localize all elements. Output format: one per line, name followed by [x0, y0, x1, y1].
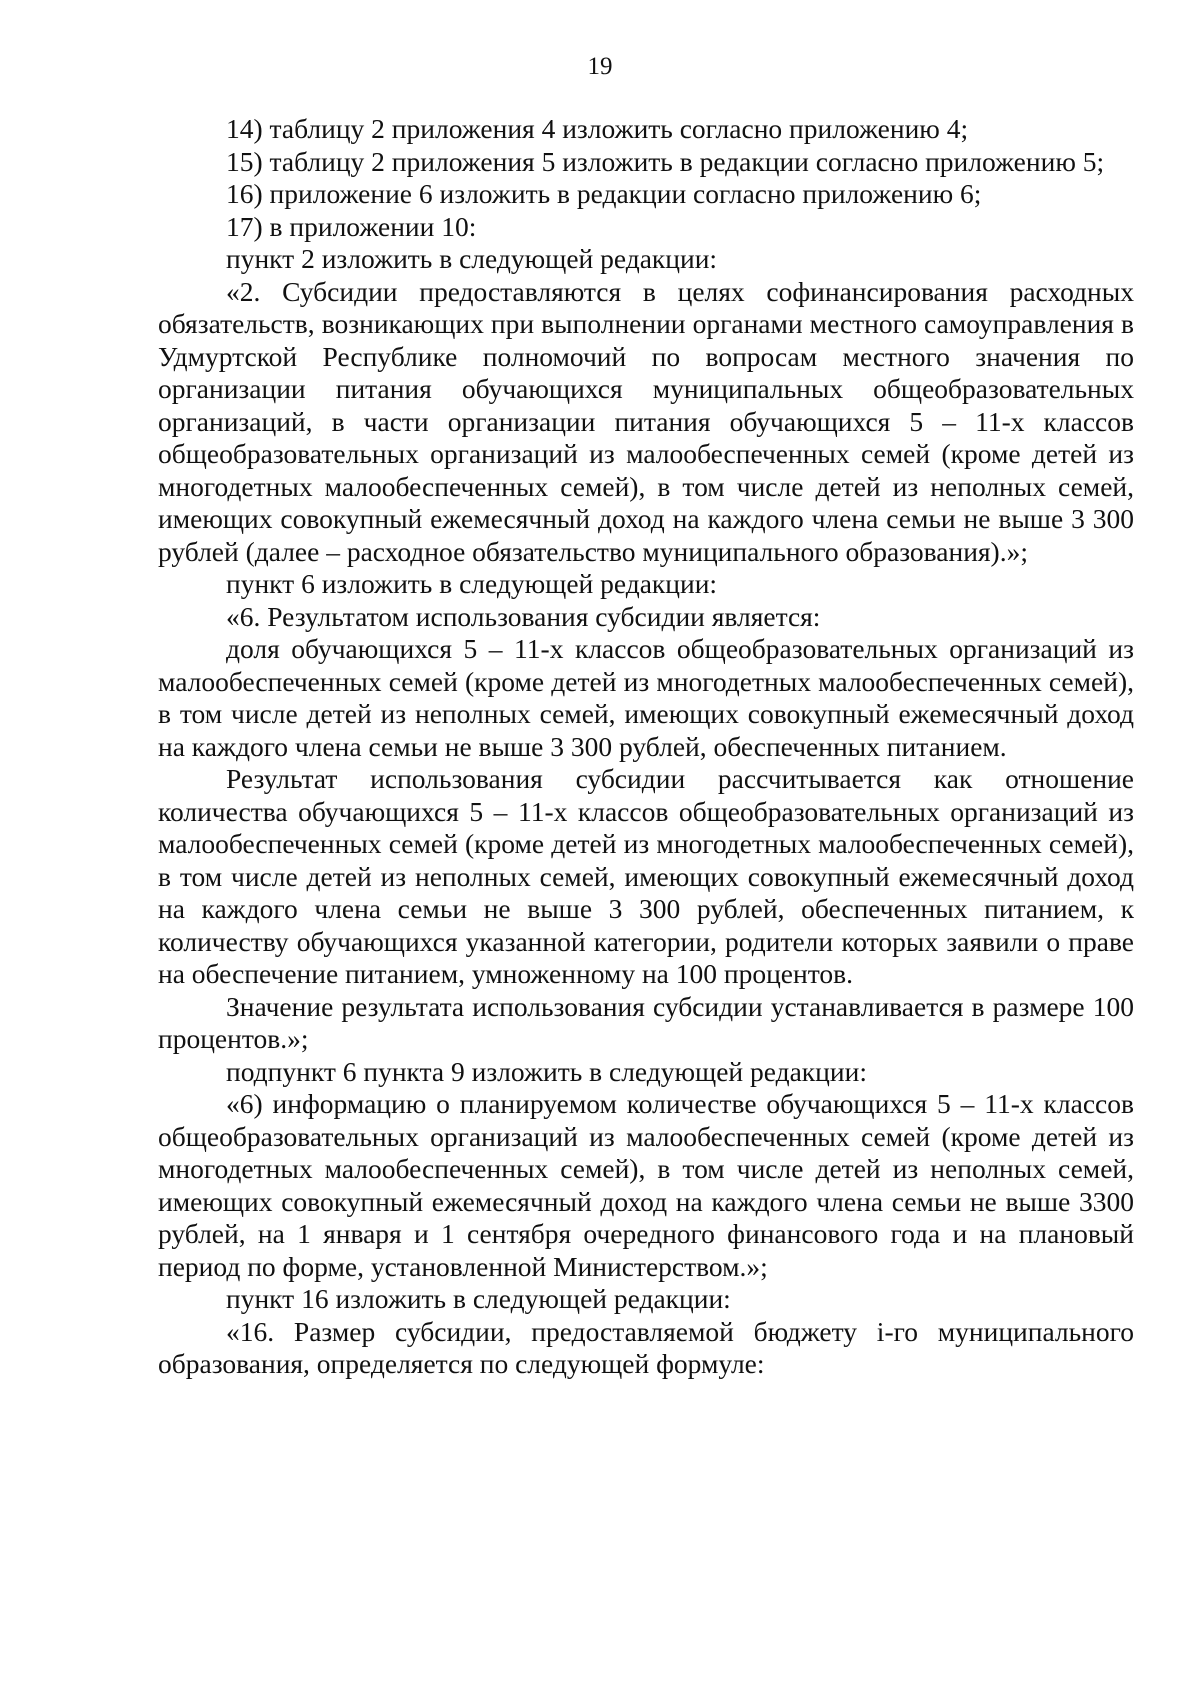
paragraph-result-calculation: Результат использования субсидии рассчитывается как отношение количества обучающихся 5 – 11-х классов общеобразовательных организаций из малообеспеченных семей (кроме детей из многодетных малообеспеченных семей), в том числе детей из неполных семей, имеющих совокупный ежемесячный доход на каждого члена семьи не выше 3 300 рублей, обеспеченных питанием, к количеству обучающихся указанной категории, родители которых заявили о праве на обеспечение питанием, умноженному на 100 процентов. [158, 763, 1134, 989]
paragraph-item-14: 14) таблицу 2 приложения 4 изложить согласно приложению 4; [226, 113, 969, 144]
paragraph-point-2-text: «2. Субсидии предоставляются в целях софинансирования расходных обязательств, возникающих при выполнении органами местного самоуправления в Удмуртской Республике полномочий по вопросам местного значения по организации питания обучающихся муниципальных общеобразовательных организаций, в части организации питания обучающихся 5 – 11-х классов общеобразовательных организаций из малообеспеченных семей (кроме детей из многодетных малообеспеченных семей), в том числе детей из неполных семей, имеющих совокупный ежемесячный доход на каждого члена семьи не выше 3 300 рублей (далее – расходное обязательство муниципального образования).»; [158, 275, 1134, 567]
paragraph-result-value: Значение результата использования субсидии устанавливается в размере 100 процентов.»; [158, 990, 1134, 1054]
paragraph-point-16-intro: пункт 16 изложить в следующей редакции: [226, 1283, 731, 1314]
document-body [158, 113, 1134, 1381]
paragraph-point-6-intro: пункт 6 изложить в следующей редакции: [226, 568, 718, 599]
page-number: 19 [587, 53, 613, 80]
paragraph-item-17: 17) в приложении 10: [226, 210, 477, 242]
paragraph-subpoint-6-intro: подпункт 6 пункта 9 изложить в следующей редакции: [226, 1055, 867, 1087]
paragraph-result-share: доля обучающихся 5 – 11-х классов общеобразовательных организаций из малообеспеченных семей (кроме детей из многодетных малообеспеченных семей), в том числе детей из неполных семей, имеющих совокупный ежемесячный доход на каждого члена семьи не выше 3 300 рублей, обеспеченных питанием. [158, 633, 1134, 762]
paragraph-point-6-text: «6. Результатом использования субсидии является: [226, 600, 821, 632]
paragraph-point-2-intro: пункт 2 изложить в следующей редакции: [226, 243, 718, 274]
paragraph-point-16-text: «16. Размер субсидии, предоставляемой бюджету i-го муниципального образования, определяется по следующей формуле: [158, 1315, 1134, 1379]
paragraph-item-15: 15) таблицу 2 приложения 5 изложить в редакции согласно приложению 5; [226, 145, 1105, 177]
paragraph-subpoint-6-text: «6) информацию о планируемом количестве обучающихся 5 – 11-х классов общеобразовательных организаций из малообеспеченных семей (кроме детей из многодетных малообеспеченных семей), в том числе детей из неполных семей, имеющих совокупный ежемесячный доход на каждого члена семьи не выше 3300 рублей, на 1 января и 1 сентября очередного финансового года и на плановый период по форме, установленной Министерством.»; [158, 1088, 1134, 1282]
paragraph-item-16: 16) приложение 6 изложить в редакции согласно приложению 6; [226, 178, 982, 209]
